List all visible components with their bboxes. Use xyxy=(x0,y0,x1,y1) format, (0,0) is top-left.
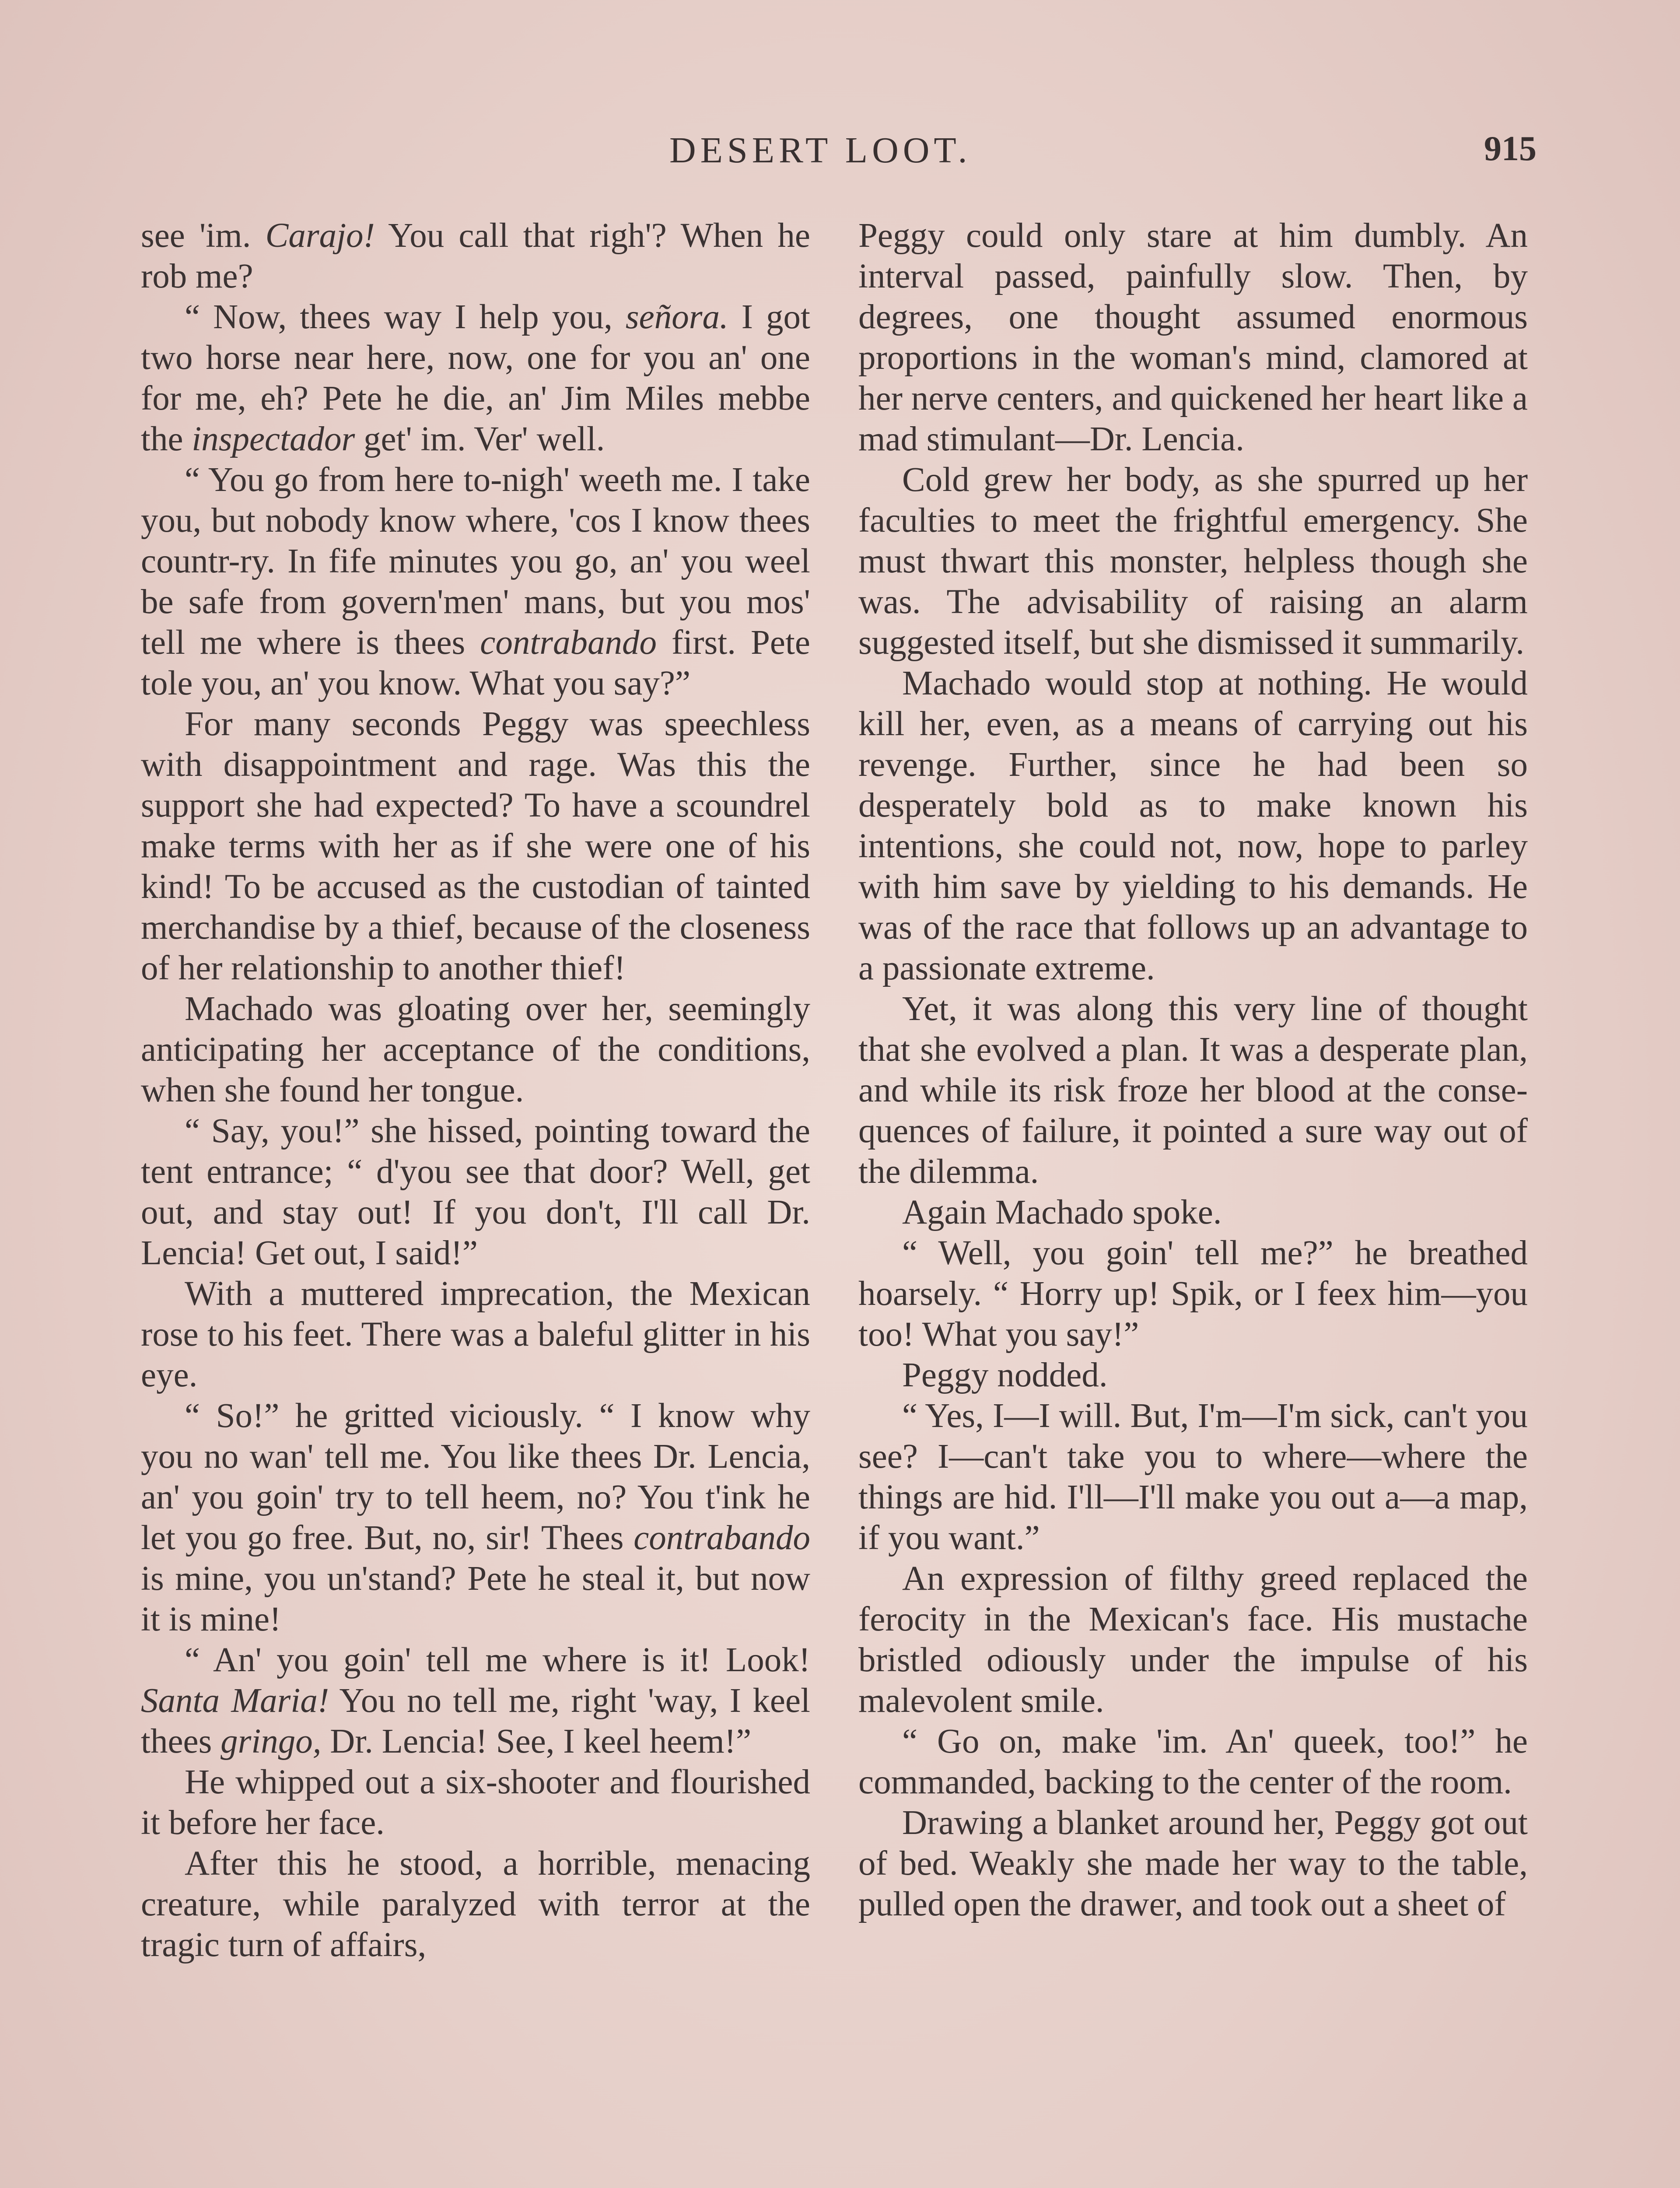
italic-text: señora. xyxy=(625,298,728,336)
paragraph xyxy=(858,663,1528,989)
italic-text: Santa Maria! xyxy=(141,1682,329,1720)
text-run: Cold grew her body, as she spurred up her faculties to meet the frightful emergency. She must thwart this monster, helpless though she was. The advisability of raising an alarm suggested itself, but she dismissed it summarily. xyxy=(858,461,1528,662)
left-text-column xyxy=(141,215,810,2188)
text-run: “ Yes, I—I will. But, I'm—I'm sick, can't you see? I—can't take you to where—where the things are hid. I'll—I'll make you out a—a map, if you want.” xyxy=(858,1397,1528,1557)
text-run: “ Now, thees way I help you, xyxy=(185,298,626,336)
paragraph xyxy=(858,1396,1528,1558)
paragraph xyxy=(141,1843,810,1965)
text-run: You no tell me, right 'way, I keel thees xyxy=(141,1682,810,1760)
paragraph xyxy=(858,1192,1528,1233)
text-run: “ Say, you!” she hissed, pointing toward the tent entrance; “ d'you see that door? Well, get out, and stay out! If you don't, I'll call Dr. Lencia! Get out, I said!” xyxy=(141,1112,810,1272)
text-run: see 'im. xyxy=(141,217,266,255)
text-run: “ An' you goin' tell me where is it! Look! xyxy=(185,1641,810,1679)
text-run: An expression of filthy greed replaced the ferocity in the Mexican's face. His mustache bristled odiously under the impulse of his malevolent smile. xyxy=(858,1560,1528,1720)
paragraph xyxy=(141,1273,810,1396)
paragraph xyxy=(141,989,810,1111)
paragraph xyxy=(858,459,1528,663)
italic-text: gringo, xyxy=(220,1722,322,1760)
paragraph xyxy=(858,1355,1528,1396)
italic-text: contrabando xyxy=(480,624,657,662)
text-run: is mine, you un'stand? Pete he steal it, but now it is mine! xyxy=(141,1560,810,1638)
paragraph xyxy=(141,215,810,297)
text-run: I got two horse near here, now, one for you an' one for me, eh? Pete he die, an' Jim Miles mebbe the xyxy=(141,298,810,458)
text-run: Yet, it was along this very line of thought that she evolved a plan. It was a desperate plan, and while its risk froze her blood at the consequences of failure, it pointed a sure way out of the dilemma. xyxy=(858,990,1528,1191)
paragraph xyxy=(858,215,1528,459)
text-run: He whipped out a six-shooter and flourished it before her face. xyxy=(141,1763,810,1842)
text-run: Peggy nodded. xyxy=(902,1356,1108,1394)
text-run: With a muttered imprecation, the Mexican rose to his feet. There was a baleful glitter in his eye. xyxy=(141,1275,810,1394)
paragraph xyxy=(141,1762,810,1843)
running-head xyxy=(0,129,1680,177)
text-run: “ You go from here to-nigh' weeth me. I take you, but nobody know where, 'cos I know thees countr-ry. In fife minutes you go, an' you weel be safe from govern'men' mans, but you mos' tell me where is thees xyxy=(141,461,810,662)
italic-text: contrabando xyxy=(634,1519,810,1557)
text-run: Dr. Lencia! See, I keel heem!” xyxy=(321,1722,752,1760)
paragraph xyxy=(141,704,810,989)
paragraph xyxy=(858,989,1528,1192)
text-run: Machado would stop at nothing. He would kill her, even, as a means of carrying out his revenge. Further, since he had been so desperately bold as to make known his intentions, she could not, now, hope to parley with him save by yielding to his demands. He was of the race that follows up an advantage to a passionate extreme. xyxy=(858,664,1528,987)
paragraph xyxy=(858,1558,1528,1721)
italic-text: Carajo! xyxy=(265,217,375,255)
page-number: 915 xyxy=(1484,130,1536,168)
text-run: first. Pete tole you, an' you know. What you say?” xyxy=(141,624,810,702)
text-run: get' im. Ver' well. xyxy=(355,420,605,458)
paragraph xyxy=(858,1721,1528,1802)
text-run: “ Go on, make 'im. An' queek, too!” he commanded, backing to the center of the room. xyxy=(858,1722,1528,1801)
right-text-column xyxy=(858,215,1528,2188)
paragraph xyxy=(858,1802,1528,1925)
text-run: Peggy could only stare at him dumbly. An interval passed, painfully slow. Then, by degrees, one thought assumed enormous proportions in the woman's mind, clamored at her nerve centers, and quickened her heart like a mad stimulant—Dr. Lencia. xyxy=(858,217,1528,458)
text-run: You call that righ'? When he rob me? xyxy=(141,217,810,295)
paragraph xyxy=(141,1396,810,1640)
italic-text: inspectador xyxy=(192,420,355,458)
paragraph xyxy=(141,459,810,704)
text-run: Machado was gloating over her, seemingly anticipating her acceptance of the conditions, when she found her tongue. xyxy=(141,990,810,1109)
running-title: DESERT LOOT. xyxy=(669,130,972,171)
paragraph xyxy=(141,297,810,459)
text-run: After this he stood, a horrible, menacing creature, while paralyzed with terror at the tragic turn of affairs, xyxy=(141,1844,810,1964)
paragraph xyxy=(141,1111,810,1273)
text-run: “ Well, you goin' tell me?” he breathed hoarsely. “ Horry up! Spik, or I feex him—you too! What you say!” xyxy=(858,1234,1528,1353)
text-run: Again Machado spoke. xyxy=(902,1193,1222,1231)
paragraph xyxy=(141,1640,810,1762)
text-run: “ So!” he gritted viciously. “ I know why you no wan' tell me. You like thees Dr. Lencia, an' you goin' try to tell heem, no? You t'ink he let you go free. But, no, sir! Thees xyxy=(141,1397,810,1557)
text-run: For many seconds Peggy was speechless with disappointment and rage. Was this the support she had expected? To have a scoundrel make terms with her as if she were one of his kind! To be accused as the custodian of tainted merchandise by a thief, because of the closeness of her relationship to another thief! xyxy=(141,705,810,987)
text-run: Drawing a blanket around her, Peggy got out of bed. Weakly she made her way to the table, pulled open the drawer, and took out a sheet of xyxy=(858,1804,1528,1923)
paragraph xyxy=(858,1233,1528,1355)
